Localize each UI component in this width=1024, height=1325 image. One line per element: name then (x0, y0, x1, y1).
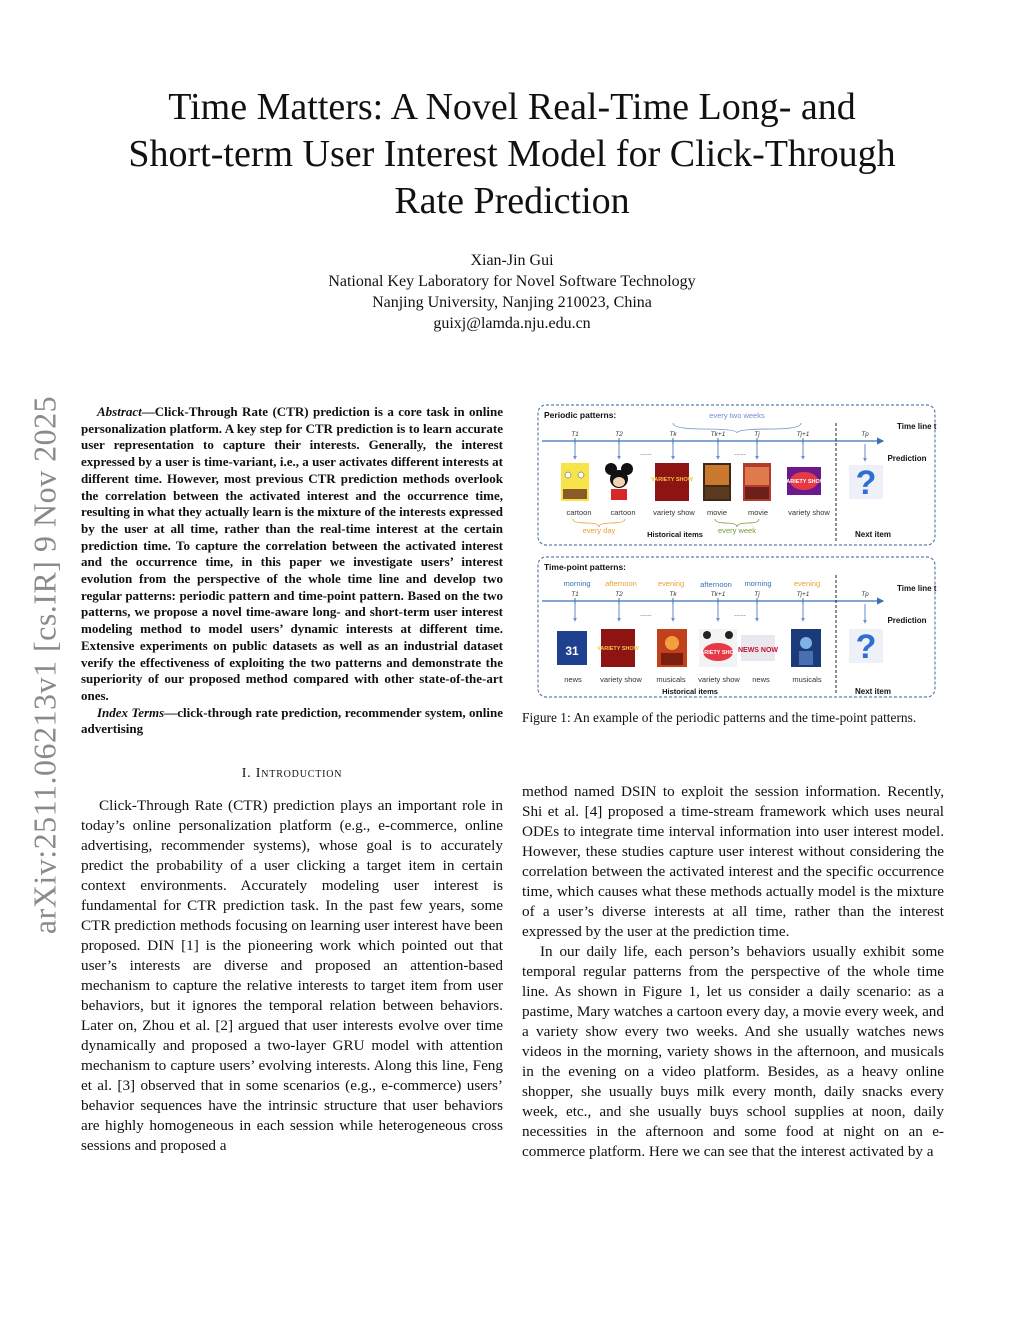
abstract-text: —Click-Through Rate (CTR) prediction is a core task in online personalization platform. A key step for CTR prediction is to learn accurate user representation to capture their interests. Generally, the interest expressed by a user is time-variant, i.e., a user activates different interests at different time. However, most previous CTR prediction methods overlook the correlation between the activated interest and the occurrence time, resulting in what they actually learn is the mixture of the interests expressed by the user at all time, rather than the real-time interest at the certain prediction time. To capture the correlation between the activated interest and the occurrence time, in this paper we investigate users’ interest evolution from the perspective of the whole time line and develop two regular patterns: periodic pattern and time-point pattern. Based on the two patterns, we propose a novel time-aware long- and short-term user interest modeling method to model users’ dynamic interests at different time. Extensive experiments on public datasets as well as an industrial dataset verify the effectiveness of exploiting the two patterns and demonstrate the superiority of our proposed method compared with other state-of-the-art ones. (81, 404, 503, 703)
abstract-label: Abstract (97, 404, 142, 419)
author-affiliation: National Key Laboratory for Novel Software Technology (328, 273, 696, 290)
intro-paragraph-1: Click-Through Rate (CTR) prediction plays an important role in today’s online personalization platform (e.g., e-commerce, online advertising, recommender systems), whose goal is to accurately predict the probability of a user clicking a target item in certain context environments. Accurately modeling user interest is fundamental for CTR prediction task. In the past few years, some CTR prediction methods focusing on learning user interest have been proposed. DIN [1] is the pioneering work which pointed out that user’s interests are diverse and proposed an attention-based mechanism to capture the relative interests to target item from user behaviors, but it ignores the temporal relation between behaviors. Later on, Zhou et al. [2] argued that user interests evolve over time dynamically and proposed a two-layer GRU model with attention mechanism to capture users’ evolving interests. Along this line, Feng et al. [3] observed that in some scenarios (e.g., e-commerce) users’ behavior sequences have the intrinsic structure that user behaviors are highly homogeneous in each session while heterogeneous cross sessions and proposed a (81, 797, 503, 1155)
timepoint-item-1: news (564, 675, 582, 684)
time-afternoon-2: afternoon (700, 580, 732, 589)
thumb-cartoon-2 (605, 463, 633, 500)
periodic-prediction-label: Prediction (887, 454, 927, 463)
timepoint-tick-6: Tj+1 (796, 591, 810, 598)
figure-svg (537, 403, 937, 699)
timepoint-tick-2: T2 (615, 591, 623, 598)
time-morning-2: morning (744, 579, 772, 588)
periodic-item-2: cartoon (610, 508, 636, 517)
periodic-top-brace (673, 423, 801, 433)
thumb-variety-1 (651, 463, 694, 501)
section-number: I. (241, 766, 252, 782)
thumb-variety-4-text: VARIETY SHOW (697, 650, 739, 656)
timepoint-drop-arrows (575, 604, 865, 623)
thumb-cartoon-1 (561, 463, 589, 501)
paper-title (70, 84, 954, 225)
timepoint-item-2: variety show (600, 675, 642, 684)
periodic-tick-6: Tj+1 (796, 431, 810, 438)
thumb-musical-2 (791, 629, 821, 667)
timepoint-historical-label: Historical items (662, 687, 718, 696)
arxiv-id-text: arXiv:2511.06213v1 [cs.IR] 9 Nov 2025 (26, 395, 63, 935)
periodic-tick-1: T1 (571, 431, 579, 438)
title-line-1: Time Matters: A Novel Real-Time Long- and (168, 86, 856, 128)
section-title: Introduction (255, 766, 343, 782)
index-terms-label: Index Terms (97, 704, 165, 720)
left-column (81, 404, 503, 1156)
thumb-news-2-text: NEWS NOW (737, 647, 779, 654)
thumb-variety-1-text: VARIETY SHOW (651, 477, 693, 483)
section-heading (81, 766, 503, 782)
thumb-variety-3-text: VARIETY SHOW (597, 646, 639, 652)
timepoint-tick-1: T1 (571, 591, 579, 598)
periodic-item-3: variety show (653, 508, 695, 517)
periodic-item-6: variety show (788, 508, 830, 517)
thumb-question-1 (849, 464, 883, 502)
thumb-news-2 (738, 635, 778, 661)
question-mark-1: ? (855, 464, 877, 502)
timepoint-ellipsis-2: ...... (734, 611, 746, 618)
thumb-news-1-text: 31 (565, 644, 579, 658)
timepoint-item-3: musicals (656, 675, 686, 684)
note-every-week: every week (718, 526, 756, 535)
index-terms-text: —click-through rate prediction, recommender system, online advertising (81, 704, 503, 737)
thumb-movie-2 (743, 463, 771, 501)
thumb-variety-2 (783, 467, 826, 495)
periodic-tick-p: Tp (861, 431, 869, 438)
author-address: Nanjing University, Nanjing 210023, China (372, 294, 652, 311)
timepoint-tick-p: Tp (861, 591, 869, 598)
timepoint-ellipsis-1: ...... (640, 611, 652, 618)
periodic-label: Periodic patterns: (544, 410, 617, 420)
title-line-3: Rate Prediction (394, 180, 630, 222)
periodic-item-5: movie (747, 508, 769, 517)
author-name: Xian-Jin Gui (470, 252, 554, 269)
time-evening-2: evening (793, 579, 821, 588)
periodic-ellipsis-1: ...... (640, 450, 652, 457)
timepoint-tick-5: Tj (754, 591, 760, 598)
periodic-tick-5: Tj (754, 431, 760, 438)
time-afternoon-1: afternoon (605, 579, 637, 588)
periodic-item-4: movie (706, 508, 728, 517)
time-evening-1: evening (657, 579, 685, 588)
thumb-movie-1 (703, 463, 731, 501)
note-every-day: every day (582, 526, 616, 535)
right-paragraph-1: method named DSIN to exploit the session information. Recently, Shi et al. [4] proposed a time-stream framework which uses neural ODEs to integrate time interval information into user interest model. However, these studies capture user interest without considering the correlation between the activated interest and the specific occurrence time, which causes what these methods actually model is the mixture of a user’s diverse interests at all time, rather than the interest expressed by the user at the prediction time. (522, 783, 944, 940)
title-line-2: Short-term User Interest Model for Click-Through (128, 133, 896, 175)
right-paragraph-2: In our daily life, each person’s behaviors usually exhibit some temporal regular patterns from the perspective of the whole time line. As shown in Figure 1, let us consider a daily scenario: as a pastime, Mary watches a cartoon every day, a movie every week, and a variety show every two weeks. And she usually watches news videos in the morning, variety shows in the afternoon, and musicals in the evening on a video platform. Besides, as a heavy online shopper, she usually buys milk every month, daily snacks every week, etc., and she usually buys school supplies at noon, daily necessities in the afternoon and some food at night on an e-commerce platform. Here we can see that the interest activated by a (522, 943, 944, 1160)
figure-caption: Figure 1: An example of the periodic patterns and the time-point patterns. (522, 710, 917, 725)
timepoint-item-4: variety show (698, 675, 740, 684)
periodic-drop-arrows (575, 444, 865, 461)
thumb-variety-2-text: VARIETY SHOW (783, 479, 825, 485)
question-mark-2: ? (855, 628, 877, 666)
thumb-question-2 (849, 628, 883, 666)
timepoint-timeline-label: Time line t (897, 584, 937, 593)
periodic-top-note: every two weeks (709, 411, 765, 420)
timepoint-prediction-label: Prediction (887, 616, 927, 625)
timepoint-item-5: news (752, 675, 770, 684)
thumb-musical-1 (657, 629, 687, 667)
thumb-variety-4 (697, 629, 740, 667)
timepoint-tick-4: Tk+1 (710, 591, 726, 598)
author-email: guixj@lamda.nju.edu.cn (433, 315, 591, 332)
periodic-tick-2: T2 (615, 431, 623, 438)
timepoint-next-label: Next item (854, 687, 892, 696)
periodic-tick-4: Tk+1 (710, 431, 726, 438)
arxiv-identifier (20, 385, 70, 945)
author-block (0, 250, 1024, 334)
timepoint-tick-3: Tk (669, 591, 677, 598)
periodic-ellipsis-2: ...... (734, 450, 746, 457)
timepoint-label: Time-point patterns: (544, 562, 627, 572)
thumb-news-1 (557, 631, 587, 665)
right-column (522, 782, 944, 1162)
thumb-variety-3 (597, 629, 640, 667)
periodic-item-1: cartoon (566, 508, 592, 517)
abstract (81, 404, 503, 705)
timepoint-item-6: musicals (792, 675, 822, 684)
periodic-tick-3: Tk (669, 431, 677, 438)
periodic-timeline-label: Time line t (897, 422, 937, 431)
time-morning-1: morning (563, 579, 591, 588)
periodic-historical-label: Historical items (647, 530, 703, 539)
periodic-next-label: Next item (854, 530, 892, 539)
figure-1 (537, 403, 937, 699)
index-terms (81, 705, 503, 738)
